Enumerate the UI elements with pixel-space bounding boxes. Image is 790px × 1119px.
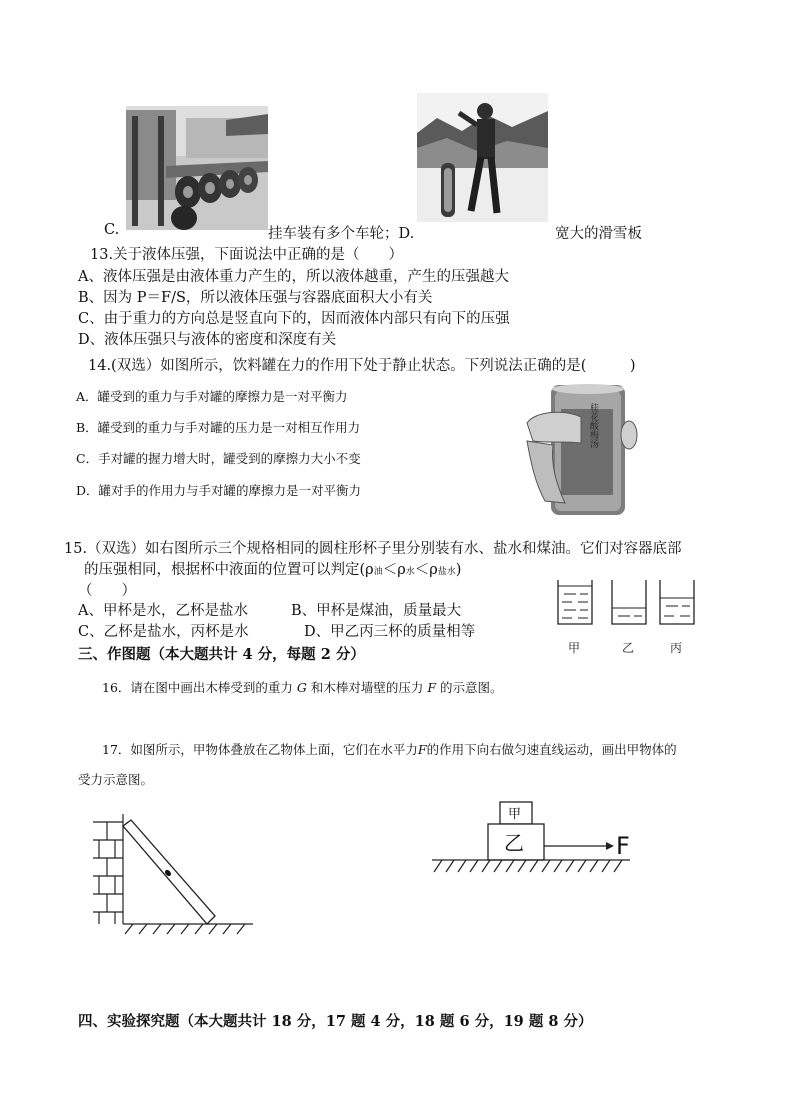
rho-water-sub: 水 (405, 567, 415, 577)
close-paren: ) (455, 562, 462, 578)
q12-option-c: C. (104, 222, 120, 238)
q14-option-d: D．罐对手的作用力与手对罐的摩擦力是一对平衡力 (76, 483, 362, 498)
rho-oil: ρ (365, 562, 374, 578)
rho-oil-sub: 油 (373, 567, 383, 577)
q13-option-c: C、由于重力的方向总是竖直向下的，因而液体内部只有向下的压强 (78, 311, 510, 327)
cup-label-yi: 乙 (622, 641, 635, 655)
cup-label-jia: 甲 (568, 641, 581, 655)
trailer-photo (126, 106, 268, 230)
can-photo (525, 383, 638, 518)
q17-line1-pre: 17．如图所示，甲物体叠放在乙物体上面，它们在水平力 (102, 742, 418, 757)
force-label: F (616, 832, 630, 860)
q15-stem-line2 (84, 558, 461, 579)
q16-g: G (296, 680, 307, 695)
q13-option-b: B、因为 P＝F/S，所以液体压强与容器底面积大小有关 (78, 290, 433, 306)
block-yi-label: 乙 (504, 831, 524, 855)
rho-water: ρ (397, 562, 406, 578)
q17-line1-post: 的作用下向右做匀速直线运动，画出甲物体的 (426, 742, 677, 757)
q16-text-post: 的示意图。 (436, 680, 503, 695)
block-jia-label: 甲 (508, 807, 522, 822)
rho-brine-sub: 盐水 (437, 567, 456, 577)
cup-bing (660, 580, 694, 624)
q12-option-c-text: 挂车装有多个车轮；D. (268, 226, 415, 242)
q15-paren: （ ） (78, 583, 136, 599)
ground-hatch (432, 860, 630, 872)
can-in-hand-image (525, 383, 638, 518)
q12-option-d-text: 宽大的滑雪板 (555, 226, 642, 242)
stick-wall-figure (85, 812, 260, 937)
snowboard-photo (417, 93, 548, 222)
section3-title: 三、作图题（本大题共计 4 分，每题 2 分） (78, 646, 365, 663)
q17-f: F (417, 742, 427, 757)
cups-figure (556, 578, 706, 658)
q15-stem-line1: 15.（双选）如右图所示三个规格相同的圆柱形杯子里分别装有水、盐水和煤油。它们对容器底部 (64, 541, 682, 557)
can-label: 桂花酸梅汤 (588, 403, 598, 448)
q13-stem: 13.关于液体压强，下面说法中正确的是（ ） (90, 247, 404, 263)
lt-1: ＜ (382, 562, 398, 578)
section4-title: 四、实验探究题（本大题共计 18 分，17 题 4 分，18 题 6 分，19 题 8 分） (78, 1013, 593, 1030)
lt-2: ＜ (414, 562, 430, 578)
trailer-image (126, 106, 268, 230)
q16-f: F (427, 680, 437, 695)
q16-text-pre: 16．请在图中画出木棒受到的重力 (102, 680, 297, 695)
q13-option-a: A、液体压强是由液体重力产生的，所以液体越重，产生的压强越大 (78, 269, 509, 285)
cup-jia (558, 580, 592, 624)
q16-text-mid: 和木棒对墙壁的压力 (306, 680, 428, 695)
q16-text (102, 678, 503, 696)
snowboard-image (417, 93, 548, 222)
q17-line2: 受力示意图。 (78, 772, 154, 787)
q15-option-d: D、甲乙丙三杯的质量相等 (304, 624, 476, 640)
q14-option-c: C．手对罐的握力增大时，罐受到的摩擦力大小不变 (76, 451, 361, 466)
q15-stem-line2-text: 的压强相同，根据杯中液面的位置可以判定( (84, 562, 366, 578)
cup-yi (612, 580, 646, 624)
q15-option-c: C、乙杯是盐水，丙杯是水 (78, 624, 249, 640)
q17-line1 (102, 740, 677, 758)
cup-label-bing: 丙 (670, 641, 683, 655)
brick-wall (93, 814, 123, 924)
q13-option-d: D、液体压强只与液体的密度和深度有关 (78, 332, 337, 348)
q15-option-a: A、甲杯是水，乙杯是盐水 (78, 603, 248, 619)
q14-option-b: B．罐受到的重力与手对罐的压力是一对相互作用力 (76, 420, 361, 435)
q14-option-a: A．罐受到的重力与手对罐的摩擦力是一对平衡力 (76, 389, 348, 404)
force-arrow-head (606, 842, 614, 850)
stacked-blocks-figure (430, 800, 640, 880)
q14-stem: 14.(双选）如图所示，饮料罐在力的作用下处于静止状态。下列说法正确的是( ) (88, 358, 636, 374)
rho-brine: ρ (429, 562, 438, 578)
ground (123, 924, 253, 934)
q15-option-b: B、甲杯是煤油，质量最大 (291, 603, 462, 619)
